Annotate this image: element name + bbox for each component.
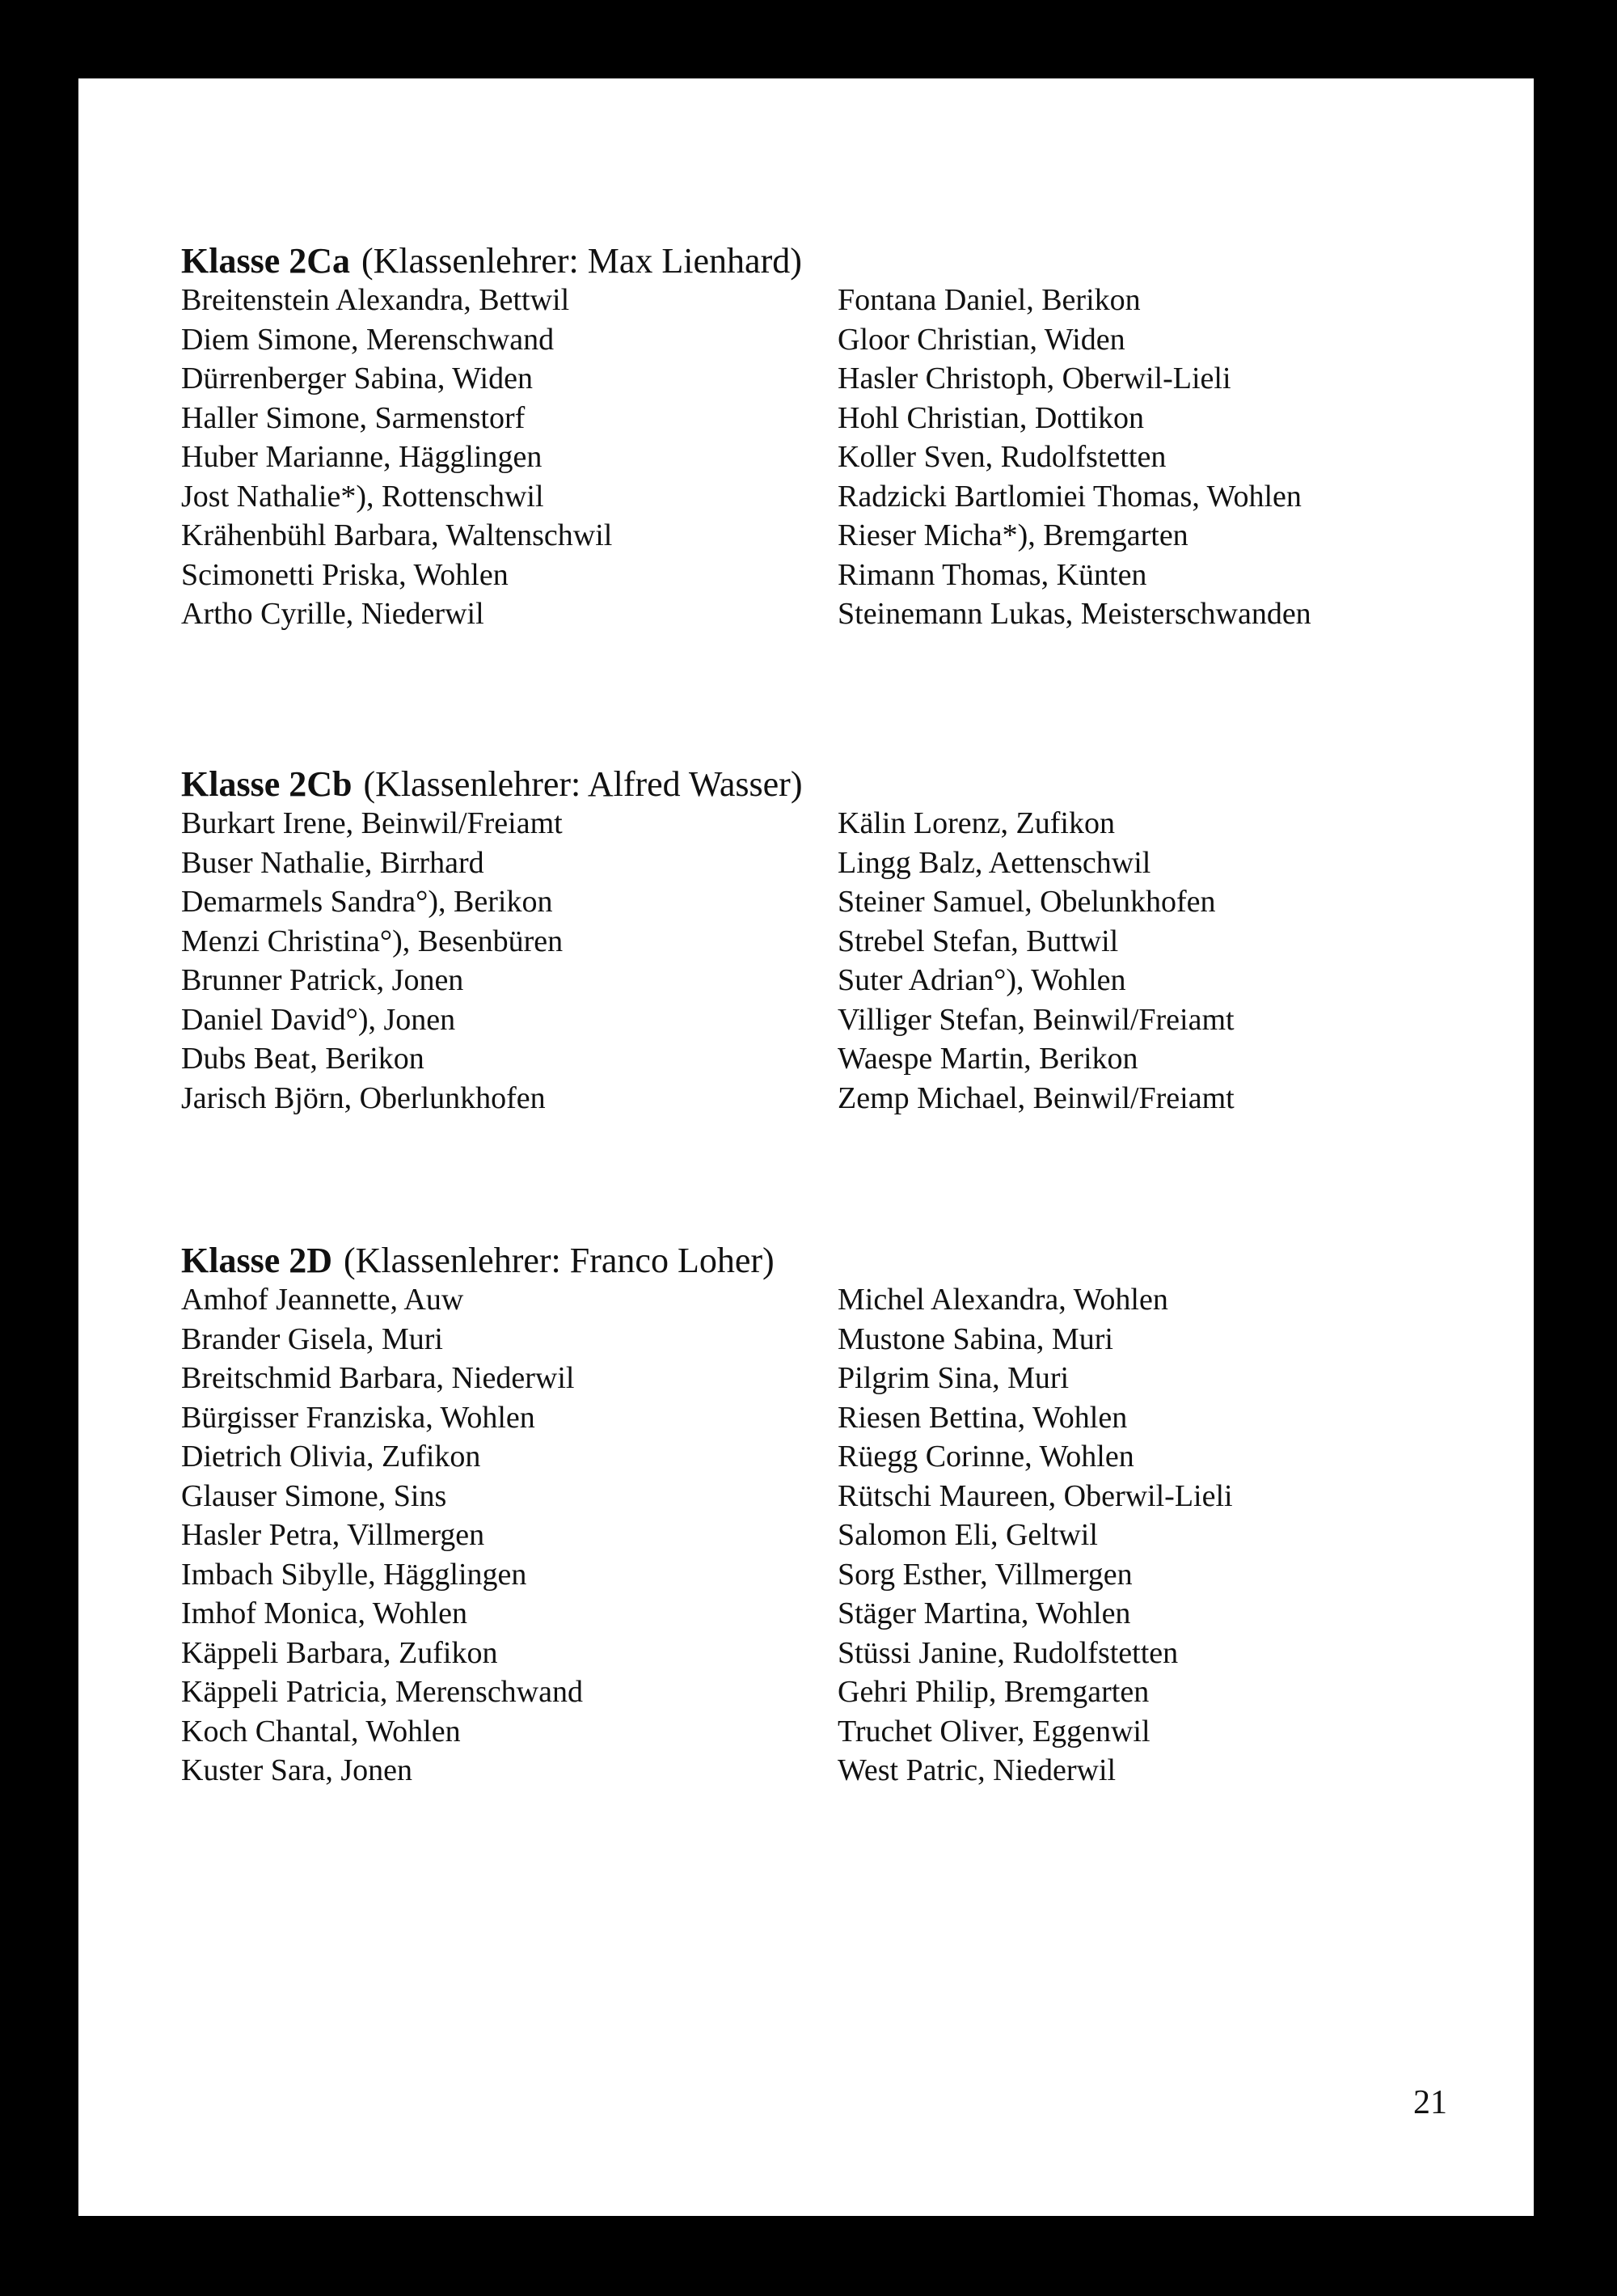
student-list-left: [181, 804, 838, 1118]
student-entry: Buser Nathalie, Birrhard: [181, 845, 484, 880]
student-entry: Scimonetti Priska, Wohlen: [181, 557, 509, 592]
student-entry: Breitenstein Alexandra, Bettwil: [181, 283, 570, 317]
student-entry: Artho Cyrille, Niederwil: [181, 597, 484, 631]
student-entry: Riesen Bettina, Wohlen: [838, 1400, 1128, 1435]
class-section-2d: [181, 1240, 1523, 1791]
student-columns: [181, 804, 1523, 1118]
student-entry: Steinemann Lukas, Meisterschwanden: [838, 597, 1311, 631]
student-entry: Dubs Beat, Berikon: [181, 1042, 424, 1076]
student-entry: Brander Gisela, Muri: [181, 1321, 443, 1356]
student-entry: Rütschi Maureen, Oberwil-Lieli: [838, 1478, 1233, 1513]
student-entry: Pilgrim Sina, Muri: [838, 1361, 1070, 1395]
student-entry: Glauser Simone, Sins: [181, 1478, 447, 1513]
student-entry: Lingg Balz, Aettenschwil: [838, 845, 1151, 880]
section-heading: [181, 240, 1523, 282]
student-entry: Hasler Petra, Villmergen: [181, 1518, 485, 1552]
class-section-2cb: [181, 763, 1523, 1118]
student-entry: Koller Sven, Rudolfstetten: [838, 440, 1167, 474]
student-entry: Bürgisser Franziska, Wohlen: [181, 1400, 535, 1435]
class-label: Klasse 2D: [181, 1241, 332, 1280]
student-entry: Dürrenberger Sabina, Widen: [181, 362, 533, 395]
student-entry: Villiger Stefan, Beinwil/Freiamt: [838, 1002, 1235, 1037]
student-entry: Burkart Irene, Beinwil/Freiamt: [181, 806, 563, 840]
student-list-left: [181, 281, 838, 634]
student-entry: Demarmels Sandra°), Berikon: [181, 885, 553, 919]
student-entry: Huber Marianne, Hägglingen: [181, 440, 543, 474]
student-entry: Truchet Oliver, Eggenwil: [838, 1714, 1150, 1748]
class-label: Klasse 2Ca: [181, 241, 350, 281]
teacher-label: (Klassenlehrer: Max Lienhard): [361, 241, 802, 281]
student-entry: Brunner Patrick, Jonen: [181, 963, 464, 997]
student-columns: [181, 1280, 1523, 1791]
student-entry: Diem Simone, Merenschwand: [181, 322, 555, 357]
student-entry: Imbach Sibylle, Hägglingen: [181, 1557, 527, 1592]
teacher-label: (Klassenlehrer: Alfred Wasser): [363, 764, 803, 804]
student-entry: Salomon Eli, Geltwil: [838, 1518, 1098, 1552]
student-entry: Mustone Sabina, Muri: [838, 1321, 1113, 1356]
student-entry: Breitschmid Barbara, Niederwil: [181, 1361, 575, 1395]
student-entry: Gloor Christian, Widen: [838, 322, 1125, 357]
class-label: Klasse 2Cb: [181, 764, 353, 804]
student-list-right: [838, 281, 1484, 634]
student-entry: Rüegg Corinne, Wohlen: [838, 1440, 1134, 1474]
student-entry: Käppeli Patricia, Merenschwand: [181, 1675, 583, 1709]
student-entry: Fontana Daniel, Berikon: [838, 283, 1141, 317]
student-entry: Sorg Esther, Villmergen: [838, 1557, 1133, 1592]
student-entry: West Patric, Niederwil: [838, 1753, 1117, 1787]
student-columns: [181, 281, 1523, 634]
student-entry: Suter Adrian°), Wohlen: [838, 963, 1126, 997]
student-entry: Imhof Monica, Wohlen: [181, 1596, 468, 1630]
student-entry: Hasler Christoph, Oberwil-Lieli: [838, 362, 1231, 395]
student-entry: Waespe Martin, Berikon: [838, 1042, 1138, 1076]
page-number: 21: [1413, 2084, 1447, 2121]
student-entry: Käppeli Barbara, Zufikon: [181, 1635, 498, 1670]
student-entry: Koch Chantal, Wohlen: [181, 1714, 461, 1748]
student-list-right: [838, 1280, 1484, 1791]
student-entry: Krähenbühl Barbara, Waltenschwil: [181, 518, 613, 552]
student-entry: Haller Simone, Sarmenstorf: [181, 400, 526, 435]
student-entry: Hohl Christian, Dottikon: [838, 400, 1144, 435]
student-entry: Strebel Stefan, Buttwil: [838, 924, 1119, 958]
student-entry: Daniel David°), Jonen: [181, 1002, 456, 1037]
student-entry: Kälin Lorenz, Zufikon: [838, 806, 1115, 840]
student-entry: Steiner Samuel, Obelunkhofen: [838, 885, 1216, 919]
student-entry: Jost Nathalie*), Rottenschwil: [181, 479, 544, 514]
student-entry: Rimann Thomas, Künten: [838, 557, 1147, 592]
student-list-left: [181, 1280, 838, 1791]
teacher-label: (Klassenlehrer: Franco Loher): [344, 1241, 775, 1280]
student-entry: Zemp Michael, Beinwil/Freiamt: [838, 1080, 1235, 1115]
student-entry: Rieser Micha*), Bremgarten: [838, 518, 1188, 552]
section-heading: [181, 763, 1523, 806]
class-section-2ca: [181, 240, 1523, 634]
section-heading: [181, 1240, 1523, 1282]
student-list-right: [838, 804, 1484, 1118]
student-entry: Dietrich Olivia, Zufikon: [181, 1440, 481, 1474]
student-entry: Gehri Philip, Bremgarten: [838, 1675, 1150, 1709]
student-entry: Michel Alexandra, Wohlen: [838, 1283, 1168, 1317]
student-entry: Menzi Christina°), Besenbüren: [181, 924, 564, 958]
student-entry: Stäger Martina, Wohlen: [838, 1596, 1131, 1630]
student-entry: Jarisch Björn, Oberlunkhofen: [181, 1080, 546, 1115]
student-entry: Radzicki Bartlomiei Thomas, Wohlen: [838, 479, 1302, 514]
student-entry: Amhof Jeannette, Auw: [181, 1283, 464, 1317]
student-entry: Kuster Sara, Jonen: [181, 1753, 412, 1787]
document-page: [78, 78, 1534, 2216]
student-entry: Stüssi Janine, Rudolfstetten: [838, 1635, 1179, 1670]
